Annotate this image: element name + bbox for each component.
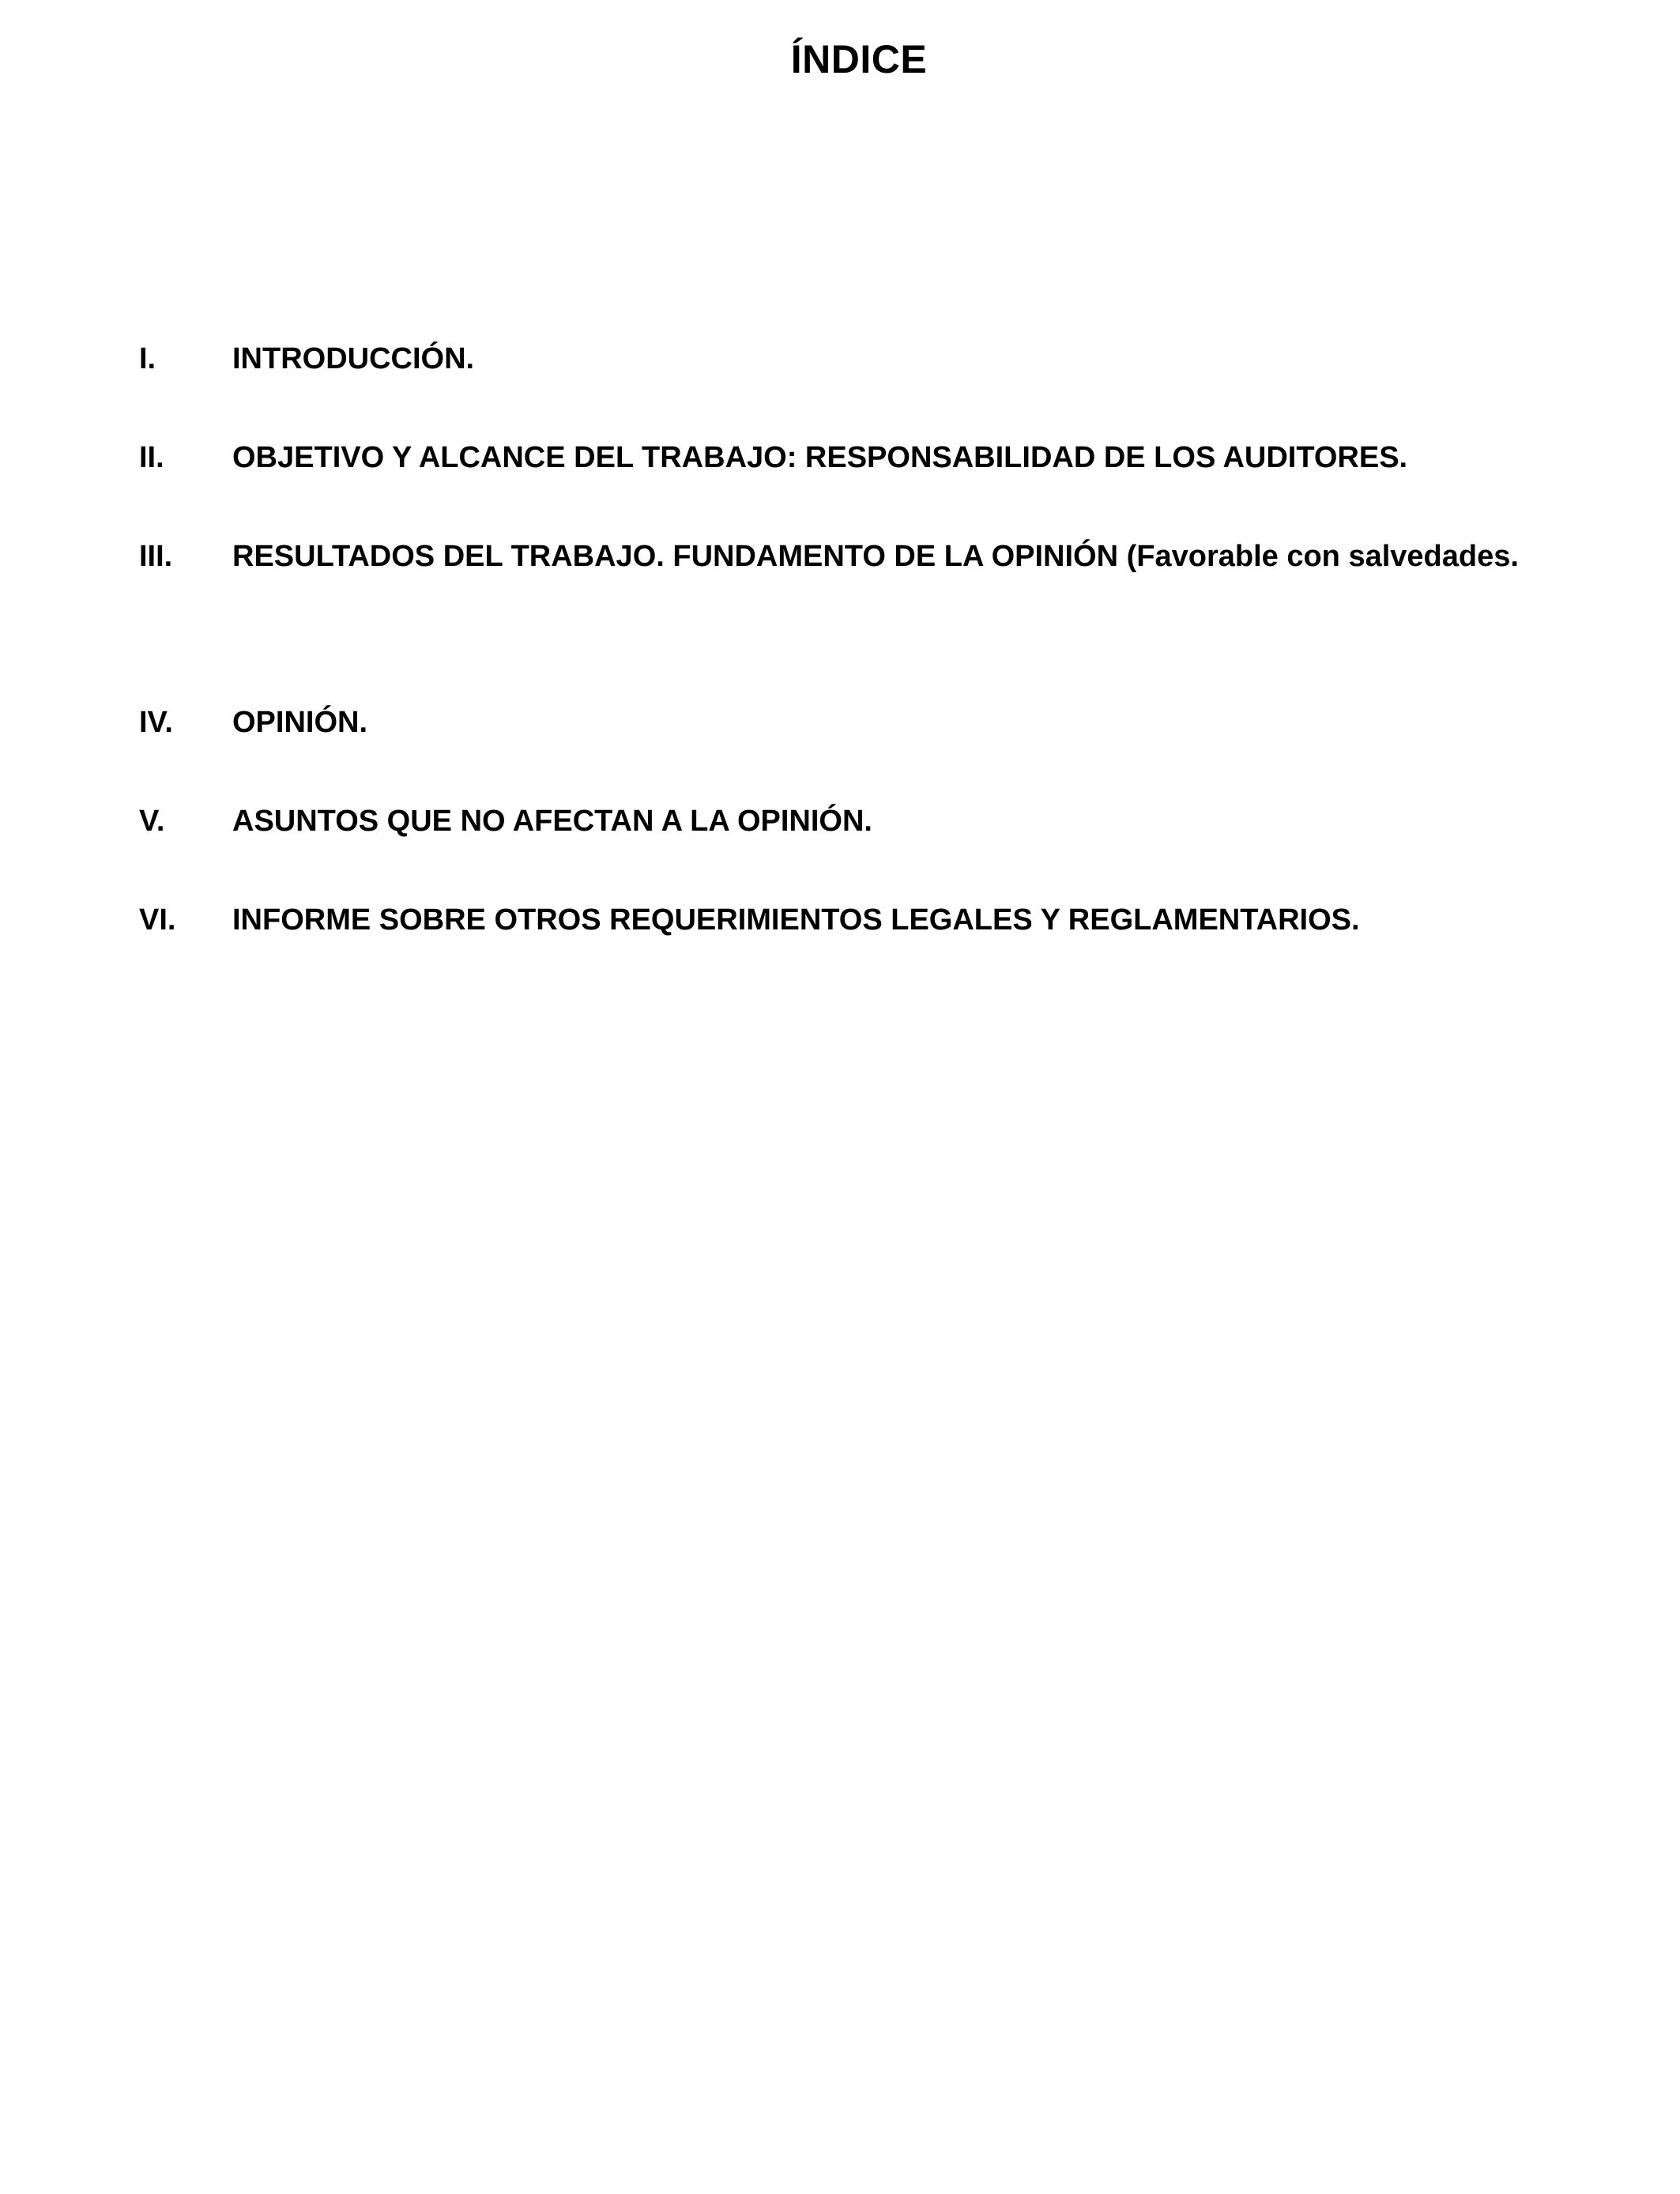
- toc-entry-number: V.: [139, 805, 165, 838]
- toc-entry-number: II.: [139, 441, 164, 474]
- toc-entry-text: INFORME SOBRE OTROS REQUERIMIENTOS LEGALES Y REGLAMENTARIOS.: [232, 903, 1360, 937]
- toc-entry-text: OPINIÓN.: [232, 706, 368, 739]
- toc-entry-text: OBJETIVO Y ALCANCE DEL TRABAJO: RESPONSABILIDAD DE LOS AUDITORES.: [232, 441, 1408, 474]
- toc-entry-text: INTRODUCCIÓN.: [232, 342, 475, 375]
- toc-entry-number: III.: [139, 540, 173, 573]
- toc-entry-number: I.: [139, 342, 156, 375]
- page-title: ÍNDICE: [790, 37, 928, 81]
- toc-entry-number: VI.: [139, 903, 176, 937]
- toc-entry-text: RESULTADOS DEL TRABAJO. FUNDAMENTO DE LA OPINIÓN (Favorable con salvedades.: [232, 540, 1519, 573]
- toc-entry-text: ASUNTOS QUE NO AFECTAN A LA OPINIÓN.: [232, 805, 872, 838]
- toc-entry-number: IV.: [139, 706, 173, 739]
